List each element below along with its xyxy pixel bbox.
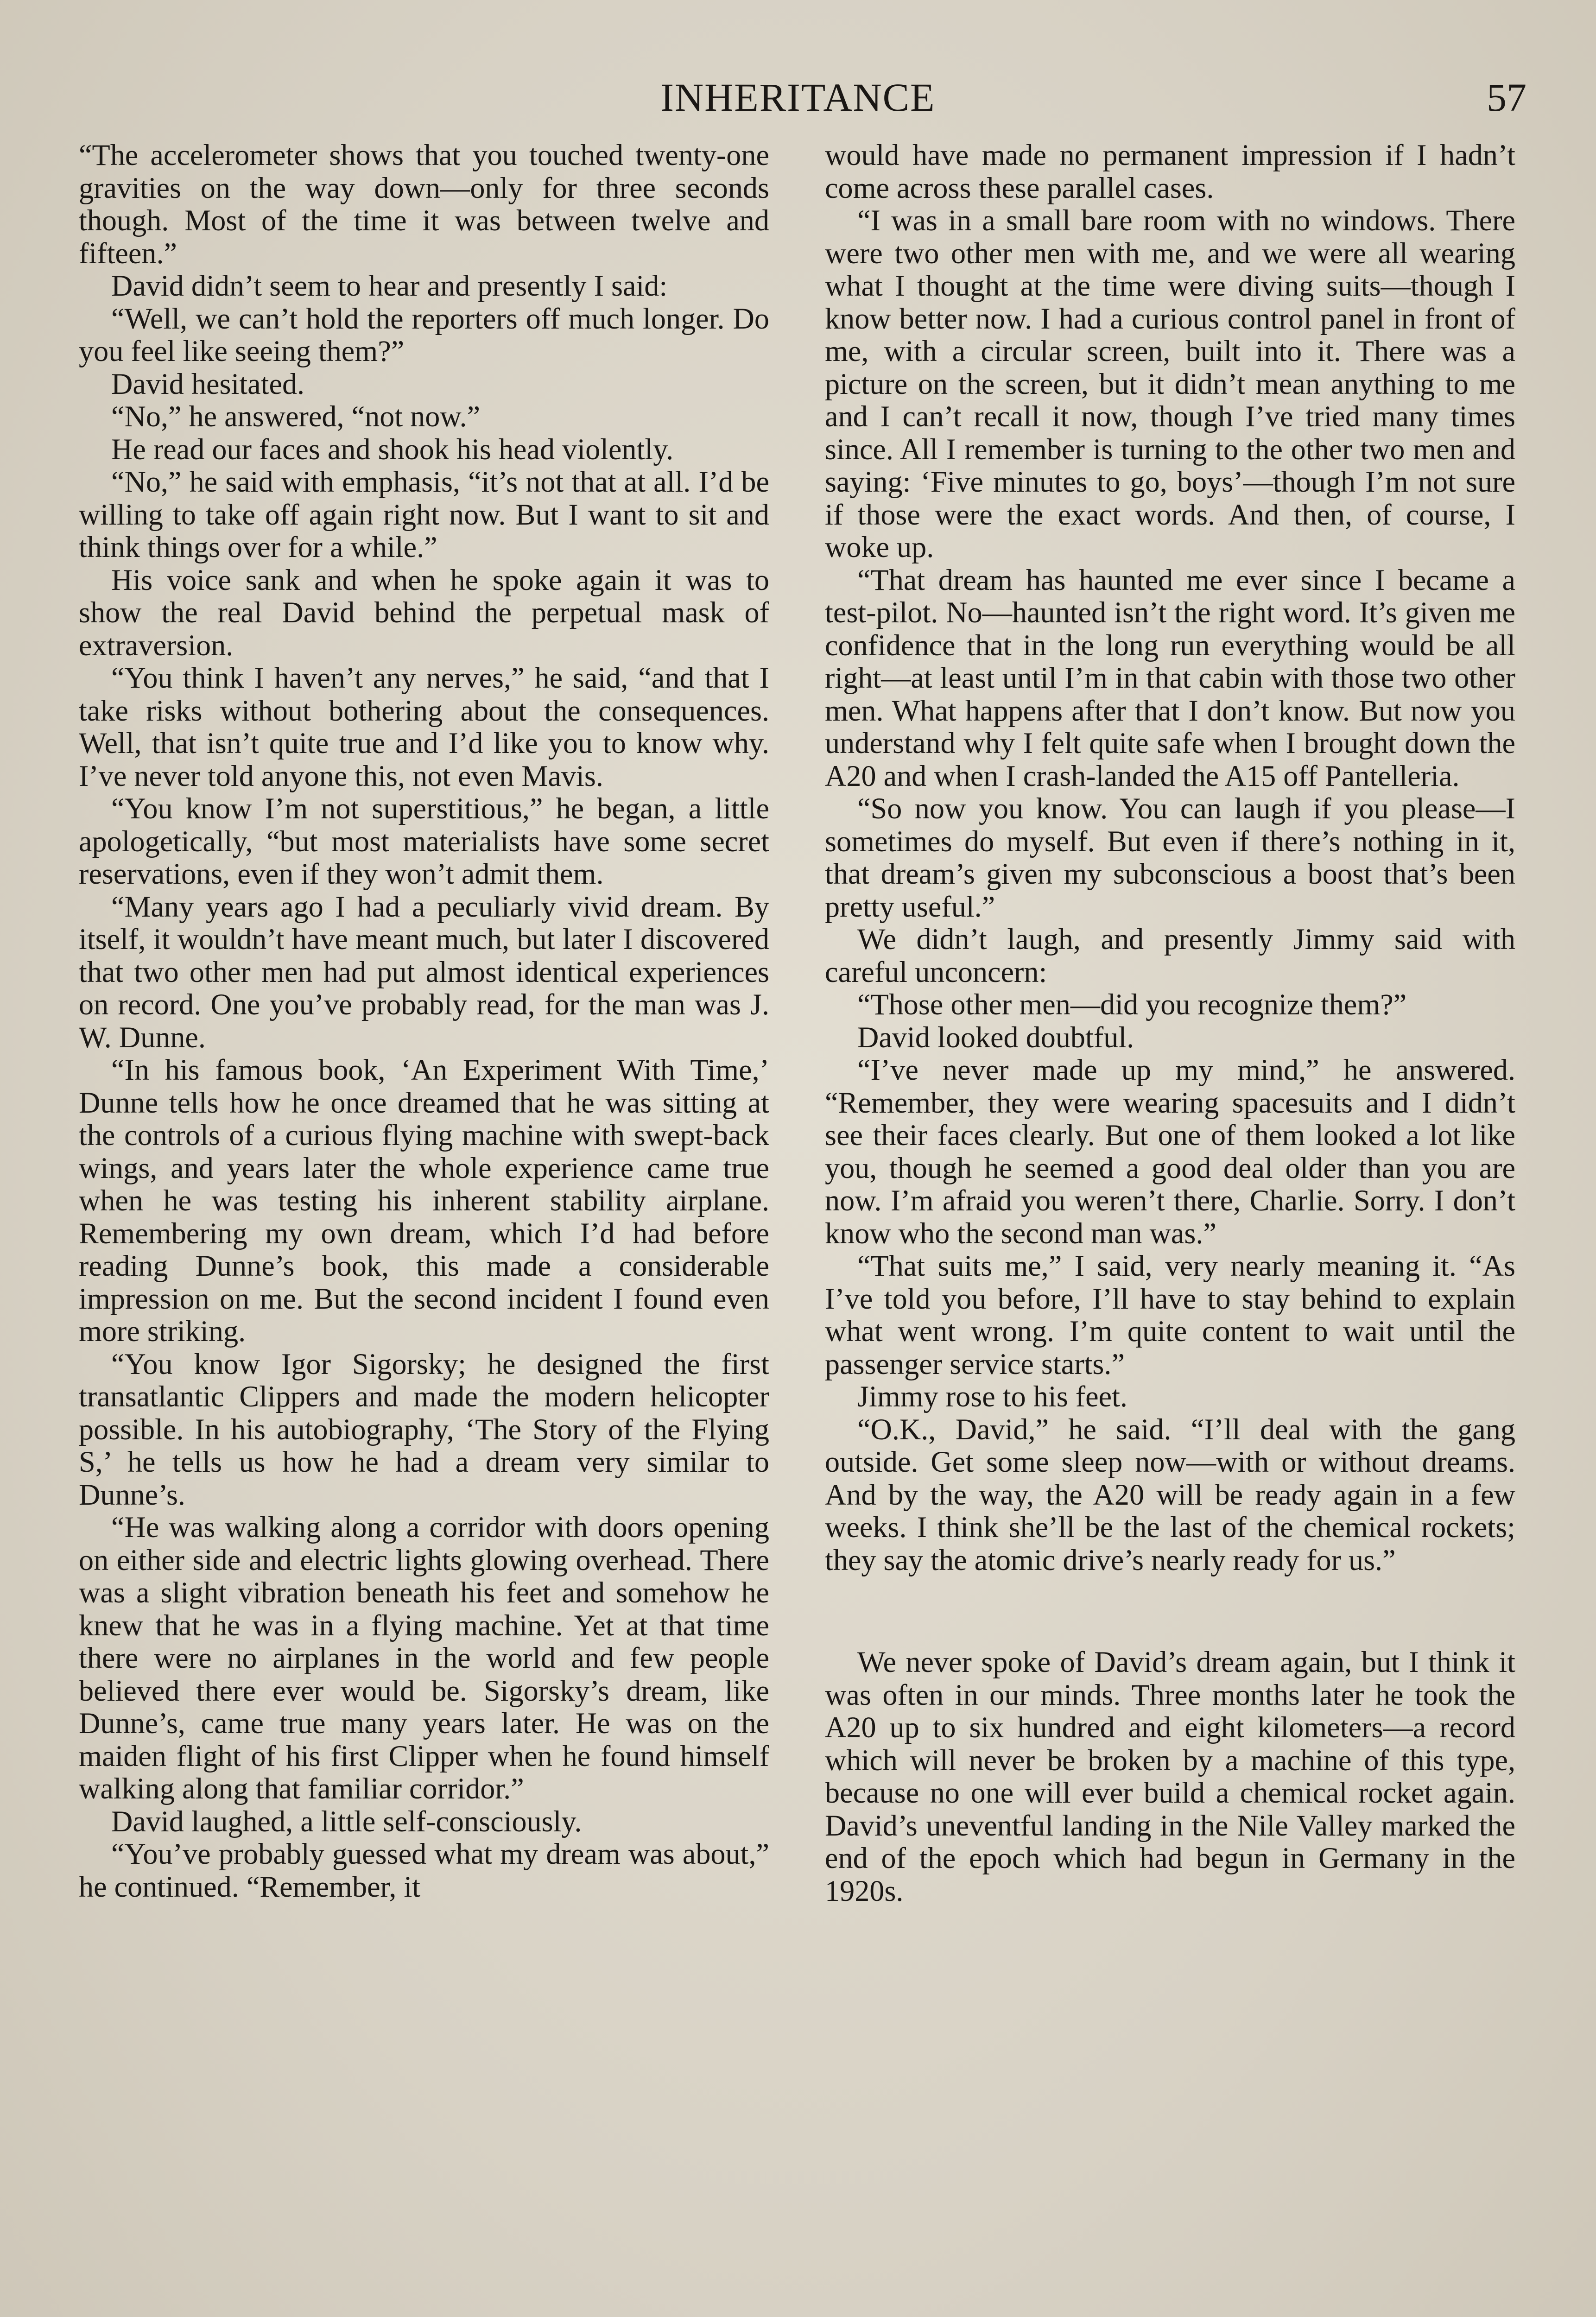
- paragraph: “In his famous book, ‘An Experiment With Time,’ Dunne tells how he once dreamed that he was sitting at the controls of a curious flying machine with swept-back wings, and years later the whole experience came true when he was testing his inherent stability airplane. Remembering my own dream, which I’d had before reading Dunne’s book, this made a considerable impression on me. But the second incident I found even more striking.: [79, 1053, 769, 1348]
- paragraph: David hesitated.: [111, 367, 305, 400]
- paragraph: “No,” he said with emphasis, “it’s not that at all. I’d be willing to take off again right now. But I want to sit and think things over for a while.”: [79, 465, 769, 563]
- paragraph: “You know I’m not superstitious,” he began, a little apologetically, “but most materialists have some secret reservations, even if they won’t admit them.: [79, 792, 769, 890]
- paragraph: “Many years ago I had a peculiarly vivid dream. By itself, it wouldn’t have meant much, but later I discovered that two other men had put almost identical experiences on record. One you’ve probably read, for the man was J. W. Dunne.: [79, 890, 769, 1054]
- paragraph: Jimmy rose to his feet.: [857, 1380, 1127, 1413]
- section-paragraph: We never spoke of David’s dream again, but I think it was often in our minds. Three months later he took the A20 up to six hundred and eight kilometers—a record which will never be broken by a machine of this type, because no one will ever build a chemical rocket again. David’s uneventful landing in the Nile Valley marked the end of the epoch which had begun in Germany in the 1920s.: [825, 1646, 1515, 1907]
- paragraph: “He was walking along a corridor with doors opening on either side and electric lights glowing overhead. There was a slight vibration beneath his feet and somehow he knew that he was in a flying machine. Yet at that time there were no airplanes in the world and few people believed there ever would be. Sigorsky’s dream, like Dunne’s, came true many years later. He was on the maiden flight of his first Clipper when he found himself walking along that familiar corridor.”: [79, 1511, 769, 1805]
- running-title: INHERITANCE: [660, 75, 936, 120]
- paragraph: David looked doubtful.: [857, 1020, 1134, 1054]
- paragraph: David didn’t seem to hear and presently I said:: [111, 269, 668, 302]
- paragraph: “Well, we can’t hold the reporters off much longer. Do you feel like seeing them?”: [79, 302, 769, 367]
- paragraph: He read our faces and shook his head violently.: [111, 432, 674, 466]
- paragraph: “O.K., David,” he said. “I’ll deal with the gang outside. Get some sleep now—with or without dreams. And by the way, the A20 will be ready again in a few weeks. I think she’ll be the last of the chemical rockets; they say the atomic drive’s nearly ready for us.”: [825, 1412, 1515, 1576]
- page-number: 57: [1487, 75, 1526, 120]
- paragraph: “You know Igor Sigorsky; he designed the first transatlantic Clippers and made the modern helicopter possible. In his autobiography, ‘The Story of the Flying S,’ he tells us how he had a dream very similar to Dunne’s.: [79, 1347, 769, 1511]
- paragraph: “That suits me,” I said, very nearly meaning it. “As I’ve told you before, I’ll have to stay behind to explain what went wrong. I’m quite content to wait until the passenger service starts.”: [825, 1249, 1515, 1380]
- paragraph: His voice sank and when he spoke again it was to show the real David behind the perpetual mask of extraversion.: [79, 563, 769, 662]
- left-column: [79, 139, 769, 1903]
- paragraph: “So now you know. You can laugh if you please—I sometimes do myself. But even if there’s nothing in it, that dream’s given my subconscious a boost that’s been pretty useful.”: [825, 792, 1515, 923]
- right-column: [825, 139, 1515, 1907]
- paragraph: “The accelerometer shows that you touched twenty-one gravities on the way down—only for three seconds though. Most of the time it was between twelve and fifteen.”: [79, 139, 769, 270]
- paragraph: “I’ve never made up my mind,” he answered. “Remember, they were wearing spacesuits and I didn’t see their faces clearly. But one of them looked a lot like you, though he seemed a good deal older than you are now. I’m afraid you weren’t there, Charlie. Sorry. I don’t know who the second man was.”: [825, 1053, 1515, 1250]
- paragraph: “You think I haven’t any nerves,” he said, “and that I take risks without bothering about the consequences. Well, that isn’t quite true and I’d like you to know why. I’ve never told anyone this, not even Mavis.: [79, 661, 769, 792]
- paragraph: We didn’t laugh, and presently Jimmy said with careful unconcern:: [825, 923, 1515, 988]
- paragraph: “No,” he answered, “not now.”: [111, 400, 481, 433]
- paragraph-continuation: would have made no permanent impression if I hadn’t come across these parallel cases.: [825, 139, 1515, 204]
- paragraph: David laughed, a little self-consciously.: [111, 1804, 582, 1838]
- paragraph: “Those other men—did you recognize them?”: [857, 988, 1407, 1021]
- paragraph: “You’ve probably guessed what my dream was about,” he continued. “Remember, it: [79, 1837, 769, 1903]
- page-header: [70, 70, 1526, 125]
- paragraph: “I was in a small bare room with no windows. There were two other men with me, and we were all wearing what I thought at the time were diving suits—though I know better now. I had a curious control panel in front of me, with a circular screen, built into it. There was a picture on the screen, but it didn’t mean anything to me and I can’t recall it now, though I’ve tried many times since. All I remember is turning to the other two men and saying: ‘Five minutes to go, boys’—though I’m not sure if those were the exact words. And then, of course, I woke up.: [825, 204, 1515, 563]
- paragraph: “That dream has haunted me ever since I became a test-pilot. No—haunted isn’t the right word. It’s given me confidence that in the long run everything would be all right—at least until I’m in that cabin with those two other men. What happens after that I don’t know. But now you understand why I felt quite safe when I brought down the A20 and when I crash-landed the A15 off Pantelleria.: [825, 563, 1515, 792]
